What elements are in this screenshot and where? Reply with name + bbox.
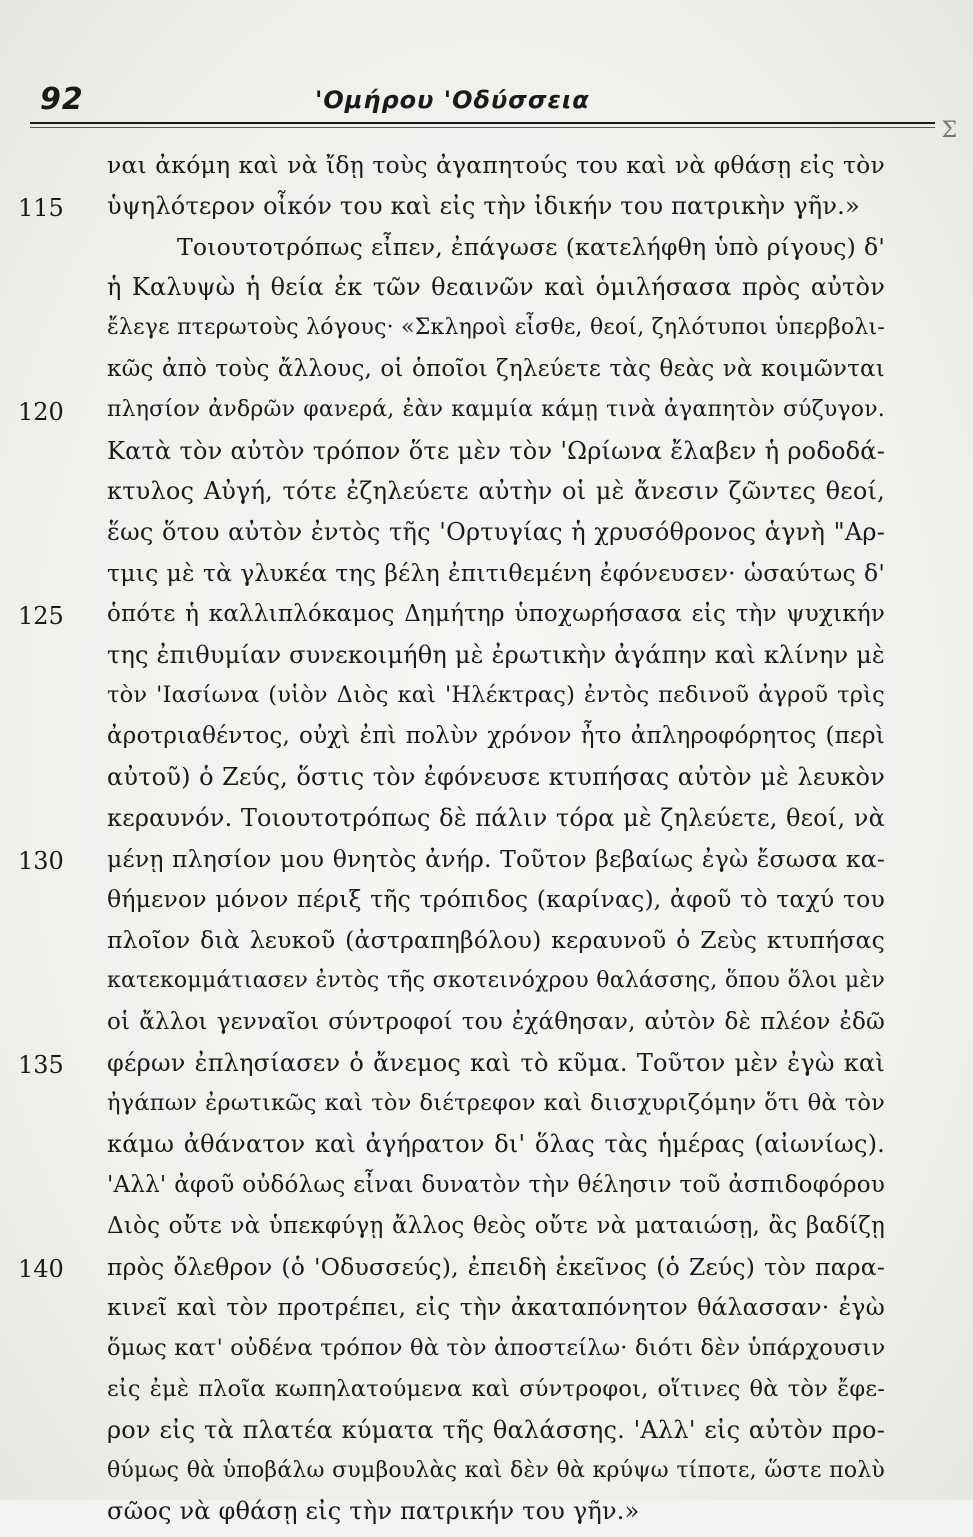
text-line xyxy=(0,721,973,762)
line-text: εἰς ἐμὲ πλοῖα κωπηλατούμενα καὶ σύντροφοι, οἵτινες θὰ τὸν ἔφε- xyxy=(107,1375,885,1402)
line-text: Κατὰ τὸν αὐτὸν τρόπον ὅτε μὲν τὸν 'Ωρίωνα ἔλαβεν ἡ ροδοδά- xyxy=(107,436,885,465)
text-line xyxy=(0,1292,973,1333)
line-text: ἡ Καλυψὼ ἡ θεία ἐκ τῶν θεαινῶν καὶ ὁμιλήσασα πρὸς αὐτὸν xyxy=(107,273,885,302)
line-text: κατεκομμάτιασεν ἐντὸς τῆς σκοτεινόχρου θαλάσσης, ὅπου ὅλοι μὲν xyxy=(107,967,885,993)
text-line xyxy=(0,232,973,273)
line-text: θήμενον μόνον πέριξ τῆς τρόπιδος (καρίνας), ἀφοῦ τὸ ταχύ του xyxy=(107,885,885,914)
line-text: ἀροτριαθέντος, οὐχὶ ἐπὶ πολὺν χρόνον ἦτο ἀπληροφόρητος (περὶ xyxy=(107,723,885,750)
text-line xyxy=(0,517,973,558)
line-text: κάμω ἀθάνατον καὶ ἀγήρατον δι' ὅλας τὰς ἡμέρας (αἰωνίως). xyxy=(107,1130,885,1159)
line-text: ρον εἰς τὰ πλατέα κύματα τῆς θαλάσσης. 'Αλλ' εἰς αὐτὸν προ- xyxy=(107,1415,885,1444)
text-line xyxy=(0,1374,973,1415)
line-text: ὁπότε ἡ καλλιπλόκαμος Δημήτηρ ὑποχωρήσασα εἰς τὴν ψυχικήν xyxy=(107,600,885,627)
text-line xyxy=(0,640,973,681)
text-line xyxy=(0,884,973,925)
header-rule xyxy=(30,122,935,124)
text-line xyxy=(0,803,973,844)
line-text: τμις μὲ τὰ γλυκέα της βέλη ἐπιτιθεμένη ἐφόνευσεν· ὡσαύτως δ' xyxy=(107,558,885,587)
line-number: 120 xyxy=(18,397,64,426)
line-text: κινεῖ καὶ τὸν προτρέπει, εἰς τὴν ἀκαταπόνητον θάλασσαν· ἐγὼ xyxy=(107,1293,885,1322)
line-text: Τοιουτοτρόπως εἶπεν, ἐπάγωσε (κατελήφθη ὑπὸ ρίγους) δ' xyxy=(177,232,885,261)
text-line xyxy=(0,1129,973,1170)
line-text: αὐτοῦ) ὁ Ζεύς, ὅστις τὸν ἐφόνευσε κτυπήσας αὐτὸν μὲ λευκὸν xyxy=(107,762,885,791)
line-text: οἱ ἄλλοι γενναῖοι σύντροφοί του ἐχάθησαν, αὐτὸν δὲ πλέον ἐδῶ xyxy=(107,1008,885,1035)
line-text: κῶς ἀπὸ τοὺς ἄλλους, οἱ ὁποῖοι ζηλεύετε τὰς θεὰς νὰ κοιμῶνται xyxy=(107,355,885,382)
text-line xyxy=(0,354,973,395)
line-text: ἔλεγε πτερωτοὺς λόγους· «Σκληροὶ εἶσθε, θεοί, ζηλότυποι ὑπερβολι- xyxy=(107,315,885,341)
line-number: 125 xyxy=(18,601,64,630)
line-text: θύμως θὰ ὑποβάλω συμβουλὰς καὶ δὲν θὰ κρύψω τίποτε, ὥστε πολὺ xyxy=(107,1457,885,1483)
line-text: φέρων ἐπλησίασεν ὁ ἄνεμος καὶ τὸ κῦμα. Τοῦτον μὲν ἐγὼ καὶ xyxy=(107,1048,885,1077)
text-line xyxy=(0,1252,973,1293)
text-line xyxy=(0,191,973,232)
text-line xyxy=(0,1170,973,1211)
text-line xyxy=(0,599,973,640)
text-line xyxy=(0,1088,973,1129)
line-text: μένῃ πλησίον μου θνητὸς ἀνήρ. Τοῦτον βεβαίως ἐγὼ ἔσωσα κα- xyxy=(107,844,885,873)
text-line xyxy=(0,395,973,436)
text-line xyxy=(0,1333,973,1374)
text-line xyxy=(0,476,973,517)
text-line xyxy=(0,313,973,354)
line-text: πλοῖον διὰ λευκοῦ (ἀστραπηβόλου) κεραυνοῦ ὁ Ζεὺς κτυπήσας xyxy=(107,926,885,955)
page-header xyxy=(30,82,935,122)
text-line xyxy=(0,1211,973,1252)
text-line xyxy=(0,1007,973,1048)
line-text: πλησίον ἀνδρῶν φανερά, ἐὰν καμμία κάμῃ τινὰ ἀγαπητὸν σύζυγον. xyxy=(107,396,885,422)
page-number: 92 xyxy=(40,82,84,117)
line-text: ἠγάπων ἐρωτικῶς καὶ τὸν διέτρεφον καὶ διισχυριζόμην ὅτι θὰ τὸν xyxy=(107,1090,885,1117)
text-body xyxy=(0,150,973,1537)
line-text: σῶος νὰ φθάσῃ εἰς τὴν πατρικήν του γῆν.» xyxy=(107,1497,640,1526)
text-line xyxy=(0,762,973,803)
text-line xyxy=(0,1496,973,1537)
line-number: 115 xyxy=(18,193,64,222)
running-title: 'Ομήρου 'Οδύσσεια xyxy=(315,86,590,114)
text-line xyxy=(0,680,973,721)
line-text: 'Αλλ' ἀφοῦ οὐδόλως εἶναι δυνατὸν τὴν θέλησιν τοῦ ἀσπιδοφόρου xyxy=(107,1171,885,1198)
line-text: ναι ἀκόμη καὶ νὰ ἴδῃ τοὺς ἀγαπητούς του καὶ νὰ φθάσῃ εἰς τὸν xyxy=(107,151,885,179)
line-number: 140 xyxy=(18,1254,64,1283)
text-line xyxy=(0,150,973,191)
text-line xyxy=(0,966,973,1007)
line-text: ἕως ὅτου αὐτὸν ἐντὸς τῆς 'Ορτυγίας ἡ χρυσόθρονος ἁγνὴ "Αρ- xyxy=(107,518,885,547)
text-line xyxy=(0,1456,973,1497)
line-text: της ἐπιθυμίαν συνεκοιμήθη μὲ ἐρωτικὴν ἀγάπην καὶ κλίνην μὲ xyxy=(107,640,885,669)
line-text: πρὸς ὄλεθρον (ὁ 'Οδυσσεύς), ἐπειδὴ ἐκεῖνος (ὁ Ζεύς) τὸν παρα- xyxy=(107,1252,885,1281)
line-text: ὅμως κατ' οὐδένα τρόπον θὰ τὸν ἀποστείλω· διότι δὲν ὑπάρχουσιν xyxy=(107,1335,886,1362)
corner-mark: Σ xyxy=(941,118,957,143)
line-number: 135 xyxy=(18,1050,64,1079)
line-number: 130 xyxy=(18,846,64,875)
text-line xyxy=(0,844,973,885)
text-line xyxy=(0,436,973,477)
text-line xyxy=(0,1415,973,1456)
text-line xyxy=(0,925,973,966)
header-rule-thin xyxy=(30,127,935,128)
text-line xyxy=(0,558,973,599)
line-text: ὑψηλότερον οἶκόν του καὶ εἰς τὴν ἰδικήν του πατρικὴν γῆν.» xyxy=(107,191,860,220)
text-line xyxy=(0,272,973,313)
line-text: κτυλος Αὐγή, τότε ἐζηλεύετε αὐτὴν οἱ μὲ ἄνεσιν ζῶντες θεοί, xyxy=(107,477,885,506)
line-text: Διὸς οὔτε νὰ ὑπεκφύγῃ ἄλλος θεὸς οὔτε νὰ ματαιώσῃ, ἂς βαδίζῃ xyxy=(107,1212,885,1239)
line-text: τὸν 'Ιασίωνα (υἱὸν Διὸς καὶ 'Ηλέκτρας) ἐντὸς πεδινοῦ ἀγροῦ τρὶς xyxy=(107,682,885,709)
text-line xyxy=(0,1048,973,1089)
line-text: κεραυνόν. Τοιουτοτρόπως δὲ πάλιν τόρα μὲ ζηλεύετε, θεοί, νὰ xyxy=(107,803,885,832)
